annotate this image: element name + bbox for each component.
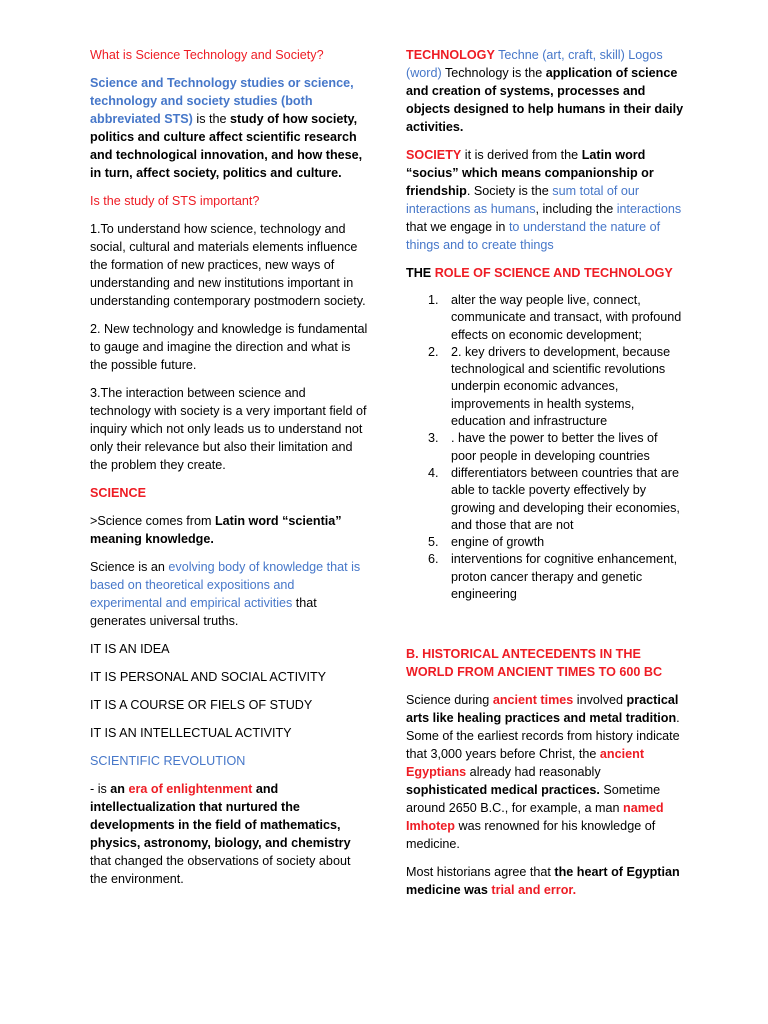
importance-point-1: 1.To understand how science, technology and social, cultural and materials elements influence the formation of new practices, new ways of understanding and new institutions important in understanding contemporary postmodern society. (90, 222, 366, 308)
science-origin-intro: >Science comes from (90, 514, 215, 528)
science-idea-4: IT IS AN INTELLECTUAL ACTIVITY (90, 726, 292, 740)
importance-point-2: 2. New technology and knowledge is fundamental to gauge and imagine the direction and what is the possible future. (90, 322, 368, 372)
hist-text-2: involved (573, 693, 627, 708)
sts-connector: is the (192, 112, 230, 126)
list-text: interventions for cognitive enhancement, proton cancer therapy and genetic engineering (451, 552, 678, 602)
sci-rev-intro: - is (90, 782, 111, 796)
hist-text-5: Sometime around 2650 B.C., for example, a man (406, 783, 661, 816)
hist-practical-arts: practical arts like healing practices and metal tradition (406, 693, 679, 726)
sci-rev-body: and intellectualization that nurtured the developments in the field of mathematics, physics, astronomy, biology, and chemistry (90, 782, 351, 850)
science-definition (90, 558, 368, 630)
section-spacer (406, 613, 684, 645)
science-idea-3: IT IS A COURSE OR FIELS OF STUDY (90, 698, 313, 712)
technology-meaning: application of science and creation of systems, processes and objects designed to help humans in their daily activities. (406, 66, 684, 134)
hist-text-6: was renowned for his knowledge of medicine. (406, 819, 656, 852)
list-number: 6. (428, 552, 439, 567)
list-item (406, 292, 684, 344)
science-def-intro: Science is an (90, 560, 169, 574)
science-idea-1: IT IS AN IDEA (90, 642, 170, 656)
science-def-end: that generates universal truths. (90, 596, 317, 628)
sci-rev-an: an (110, 782, 129, 796)
list-number: 1. (428, 293, 439, 307)
sts-definition (90, 74, 368, 182)
scientific-revolution-heading: SCIENTIFIC REVOLUTION (90, 754, 246, 768)
list-text: engine of growth (451, 535, 545, 550)
importance-point-3: 3.The interaction between science and technology with society is a very important field of inquiry which not only leads us to understand not only their relevance but also their limitation and the problem they create. (90, 386, 367, 472)
right-column (406, 46, 684, 909)
egyptian-medicine-paragraph (406, 863, 684, 899)
society-text-1: it is derived from the (461, 148, 582, 162)
list-number: 3. (428, 431, 439, 446)
sts-importance-question: Is the study of STS important? (90, 194, 260, 208)
society-definition (406, 146, 684, 254)
sci-rev-end: that changed the observations of society about the environment. (90, 854, 351, 886)
role-heading-the: THE (406, 266, 435, 280)
science-heading: SCIENCE (90, 486, 146, 500)
technology-term: TECHNOLOGY (406, 48, 495, 62)
historical-heading: B. HISTORICAL ANTECEDENTS IN THE WORLD FROM ANCIENT TIMES TO 600 BC (406, 647, 663, 680)
society-purpose: to understand the nature of things and to create things (406, 220, 661, 252)
list-item (406, 344, 684, 430)
sts-term: Science and Technology studies or science, technology and society studies (both abbreviated STS) (90, 76, 354, 126)
list-number: 4. (428, 465, 439, 480)
hist-text-4: already had reasonably (466, 765, 601, 780)
list-text: 2. key drivers to development, because technological and scientific revolutions underpin economic advances, improvements in health systems, education and infrastructure (451, 344, 671, 429)
left-column (90, 46, 368, 898)
technology-connector: Technology is the (441, 66, 546, 80)
science-origin-latin: Latin word “scientia” meaning knowledge. (90, 514, 342, 546)
list-text: differentiators between countries that are able to tackle poverty effectively by growing and developing their economies, and those that are not (451, 465, 680, 532)
technology-etymology: Techne (art, craft, skill) Logos (word) (406, 48, 663, 80)
list-item (406, 534, 684, 551)
final-heart: the heart of Egyptian medicine was (406, 865, 680, 898)
sts-question: What is Science Technology and Society? (90, 48, 324, 62)
list-number: 2. (428, 344, 439, 359)
hist-medical-practices: sophisticated medical practices. (406, 783, 600, 798)
society-text-4: that we engage in (406, 220, 509, 234)
science-origin (90, 512, 368, 548)
list-item (406, 551, 684, 603)
list-text: alter the way people live, connect, communicate and transact, with profound effects on economic development; (451, 293, 682, 342)
sci-rev-era: era of enlightenment (128, 782, 253, 796)
list-text: . have the power to better the lives of poor people in developing countries (451, 431, 658, 463)
final-text-1: Most historians agree that (406, 865, 555, 880)
sts-meaning: study of how society, politics and culture affect scientific research and technological innovation, and how these, in turn, affect society, politics and culture. (90, 112, 363, 180)
society-text-3: , including the (535, 202, 617, 216)
society-interactions: interactions (616, 202, 682, 216)
hist-egyptians: ancient Egyptians (406, 747, 645, 780)
scientific-revolution-text (90, 780, 368, 888)
society-term: SOCIETY (406, 148, 462, 162)
science-idea-2: IT IS PERSONAL AND SOCIAL ACTIVITY (90, 670, 327, 684)
hist-text-3: . Some of the earliest records from history indicate that 3,000 years before Christ, the (406, 711, 680, 762)
role-heading-title: ROLE OF SCIENCE AND TECHNOLOGY (434, 266, 673, 280)
hist-text-1: Science during (406, 693, 493, 708)
list-number: 5. (428, 535, 439, 550)
technology-definition (406, 46, 684, 136)
society-sum-total: sum total of our interactions as humans (406, 184, 640, 216)
hist-ancient-times: ancient times (492, 693, 574, 708)
list-item (406, 465, 684, 534)
hist-imhotep: named Imhotep (406, 801, 664, 834)
society-text-2: . Society is the (466, 184, 553, 198)
role-heading (406, 264, 684, 282)
society-latin: Latin word “socius” which means companionship or friendship (406, 148, 654, 198)
final-trial-error: trial and error. (491, 883, 577, 898)
role-list (406, 292, 684, 603)
list-item (406, 430, 684, 465)
historical-paragraph (406, 691, 684, 853)
science-def-body: evolving body of knowledge that is based on theoretical expositions and experimental and empirical activities (90, 560, 361, 610)
